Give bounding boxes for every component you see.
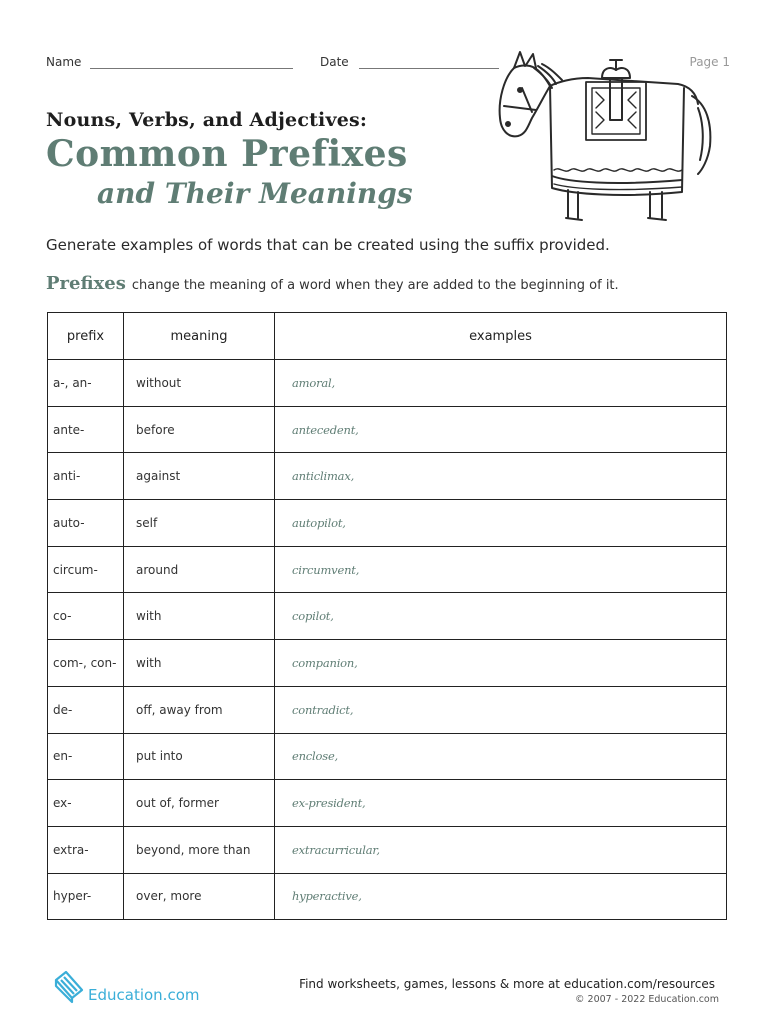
example-cell[interactable]: autopilot,	[275, 500, 727, 547]
table-row	[48, 686, 727, 733]
worksheet-title: Common Prefixes	[46, 133, 408, 175]
prefix-heading-word: Prefixes	[46, 273, 126, 294]
prefix-cell: hyper-	[48, 873, 124, 920]
table-row	[48, 780, 727, 827]
meaning-cell: over, more	[124, 873, 275, 920]
worksheet-subtitle: Nouns, Verbs, and Adjectives:	[46, 109, 368, 131]
prefix-table	[47, 312, 727, 920]
name-field[interactable]	[90, 68, 293, 69]
meaning-cell: beyond, more than	[124, 826, 275, 873]
table-row	[48, 593, 727, 640]
page-number: Page 1	[689, 55, 730, 69]
example-cell[interactable]: anticlimax,	[275, 453, 727, 500]
prefix-definition-text: change the meaning of a word when they are added to the beginning of it.	[131, 278, 619, 293]
column-header-prefix: prefix	[48, 313, 124, 360]
table-row	[48, 640, 727, 687]
table-row	[48, 873, 727, 920]
education-logo-icon[interactable]	[52, 970, 86, 1004]
table-row	[48, 406, 727, 453]
footer-resources-link[interactable]: Find worksheets, games, lessons & more at education.com/resources	[299, 977, 715, 991]
horse-illustration	[492, 48, 717, 226]
example-cell[interactable]: hyperactive,	[275, 873, 727, 920]
meaning-cell: against	[124, 453, 275, 500]
prefix-cell: de-	[48, 686, 124, 733]
meaning-cell: put into	[124, 733, 275, 780]
prefix-cell: extra-	[48, 826, 124, 873]
prefix-cell: a-, an-	[48, 360, 124, 407]
table-row	[48, 733, 727, 780]
example-cell[interactable]: ex-president,	[275, 780, 727, 827]
example-cell[interactable]: enclose,	[275, 733, 727, 780]
instructions-text: Generate examples of words that can be created using the suffix provided.	[46, 236, 610, 254]
education-logo-text[interactable]: Education.com	[88, 986, 200, 1004]
footer-copyright: © 2007 - 2022 Education.com	[575, 994, 719, 1005]
example-cell[interactable]: copilot,	[275, 593, 727, 640]
date-label: Date	[320, 55, 349, 69]
meaning-cell: before	[124, 406, 275, 453]
prefix-cell: ante-	[48, 406, 124, 453]
example-cell[interactable]: amoral,	[275, 360, 727, 407]
prefix-cell: co-	[48, 593, 124, 640]
example-cell[interactable]: circumvent,	[275, 546, 727, 593]
example-cell[interactable]: contradict,	[275, 686, 727, 733]
example-cell[interactable]: antecedent,	[275, 406, 727, 453]
table-row	[48, 453, 727, 500]
prefix-cell: auto-	[48, 500, 124, 547]
table-header-row	[48, 313, 727, 360]
table-row	[48, 500, 727, 547]
meaning-cell: off, away from	[124, 686, 275, 733]
name-label: Name	[46, 55, 82, 69]
prefix-definition	[46, 273, 619, 294]
prefix-cell: com-, con-	[48, 640, 124, 687]
meaning-cell: around	[124, 546, 275, 593]
meaning-cell: with	[124, 593, 275, 640]
prefix-cell: anti-	[48, 453, 124, 500]
column-header-examples: examples	[275, 313, 727, 360]
meaning-cell: out of, former	[124, 780, 275, 827]
table-row	[48, 826, 727, 873]
worksheet-title-line2: and Their Meanings	[97, 177, 413, 210]
table-row	[48, 360, 727, 407]
example-cell[interactable]: extracurricular,	[275, 826, 727, 873]
table-row	[48, 546, 727, 593]
prefix-cell: en-	[48, 733, 124, 780]
meaning-cell: self	[124, 500, 275, 547]
prefix-cell: ex-	[48, 780, 124, 827]
prefix-cell: circum-	[48, 546, 124, 593]
example-cell[interactable]: companion,	[275, 640, 727, 687]
meaning-cell: with	[124, 640, 275, 687]
meaning-cell: without	[124, 360, 275, 407]
column-header-meaning: meaning	[124, 313, 275, 360]
date-field[interactable]	[359, 68, 499, 69]
